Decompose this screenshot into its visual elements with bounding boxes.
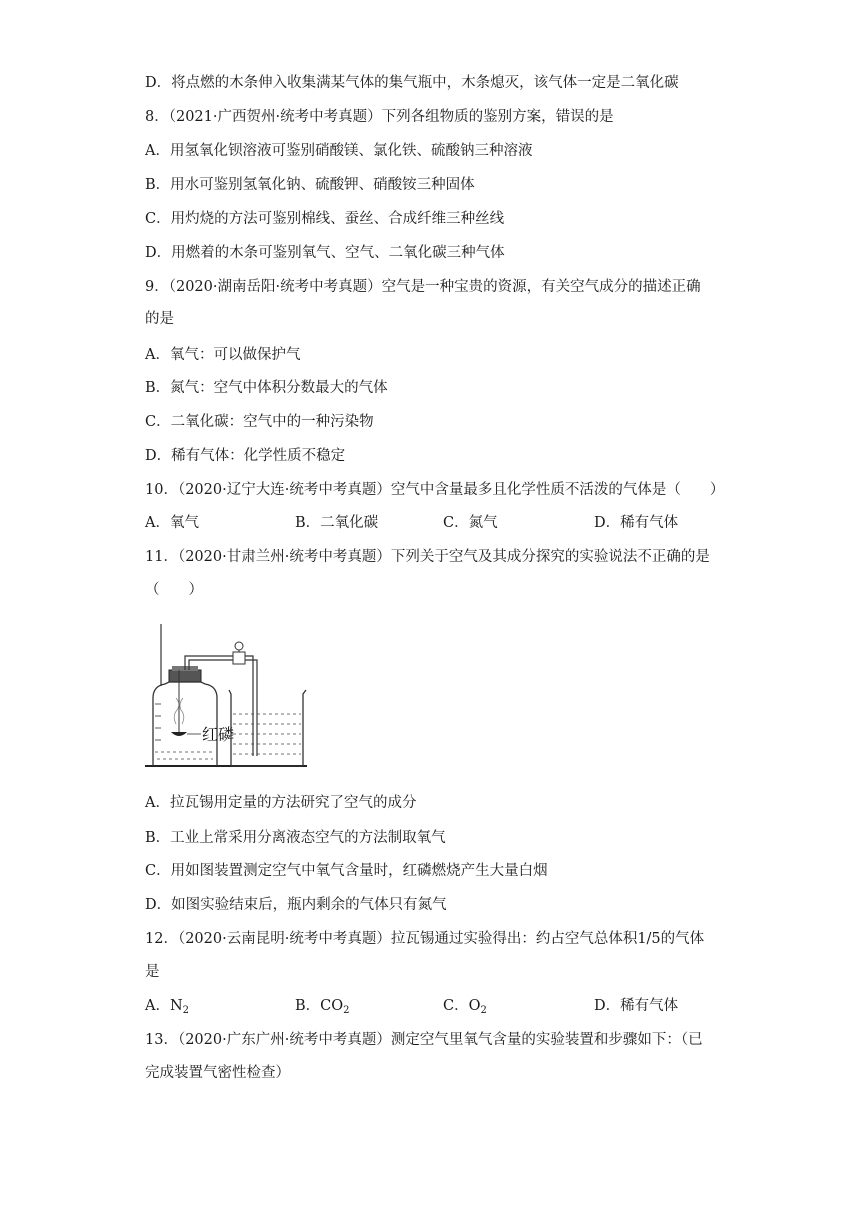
- red-phosphorus-label: 红磷: [202, 725, 235, 744]
- question-12-stem: 12．（2020·云南昆明·统考中考真题）拉瓦锡通过实验得出：约占空气总体积1/5的气体: [145, 931, 705, 947]
- question-8-stem: 8．（2021·广西贺州·统考中考真题）下列各组物质的鉴别方案，错误的是: [145, 109, 614, 125]
- q10-options: [145, 513, 745, 533]
- question-9-stem-cont: 的是: [145, 311, 174, 327]
- q11-option-a: A．拉瓦锡用定量的方法研究了空气的成分: [145, 795, 417, 811]
- q9-option-c: C．二氧化碳：空气中的一种污染物: [145, 414, 374, 430]
- question-11-stem-cont: （ ）: [145, 582, 203, 598]
- question-12-stem-cont: 是: [145, 964, 160, 980]
- question-9-stem: 9．（2020·湖南岳阳·统考中考真题）空气是一种宝贵的资源，有关空气成分的描述正确: [145, 279, 701, 295]
- q8-option-c: C．用灼烧的方法可鉴别棉线、蚕丝、合成纤维三种丝线: [145, 211, 505, 227]
- q12-option-b: B．$CO_2$: [295, 998, 350, 1016]
- q11-option-b: B．工业上常采用分离液态空气的方法制取氧气: [145, 830, 446, 846]
- q8-option-d: D．用燃着的木条可鉴别氧气、空气、二氧化碳三种气体: [145, 245, 505, 261]
- q12-option-c: C．$O_2$: [443, 998, 487, 1016]
- red-phosphorus-apparatus-figure: [143, 616, 313, 776]
- question-10-stem: 10．（2020·辽宁大连·统考中考真题）空气中含量最多且化学性质不活泼的气体是（ ）: [145, 482, 725, 498]
- question-13-stem-cont: 完成装置气密性检查）: [145, 1065, 290, 1081]
- q12-option-d: D．稀有气体: [594, 998, 679, 1014]
- q8-option-a: A．用氢氧化钡溶液可鉴别硝酸镁、氯化铁、硫酸钠三种溶液: [145, 143, 533, 159]
- q9-option-d: D．稀有气体：化学性质不稳定: [145, 448, 346, 464]
- q10-option-a: A．氧气: [145, 515, 199, 531]
- question-11-stem: 11．（2020·甘肃兰州·统考中考真题）下列关于空气及其成分探究的实验说法不正确的是: [145, 549, 710, 565]
- question-13-stem: 13．（2020·广东广州·统考中考真题）测定空气里氧气含量的实验装置和步骤如下：（已: [145, 1032, 703, 1048]
- q10-option-d: D．稀有气体: [594, 515, 679, 531]
- q9-option-a: A．氧气：可以做保护气: [145, 347, 301, 363]
- line-q7-option-d: D．将点燃的木条伸入收集满某气体的集气瓶中，木条熄灭，该气体一定是二氧化碳: [145, 75, 679, 91]
- q12-options: [145, 996, 745, 1018]
- q11-option-c: C．用如图装置测定空气中氧气含量时，红磷燃烧产生大量白烟: [145, 863, 548, 879]
- q9-option-b: B．氮气：空气中体积分数最大的气体: [145, 380, 388, 396]
- q12-option-a: A．$N_2$: [145, 998, 190, 1016]
- q11-option-d: D．如图实验结束后，瓶内剩余的气体只有氮气: [145, 897, 447, 913]
- q8-option-b: B．用水可鉴别氢氧化钠、硫酸钾、硝酸铵三种固体: [145, 177, 475, 193]
- q10-option-c: C．氮气: [443, 515, 498, 531]
- q10-option-b: B．二氧化碳: [295, 515, 379, 531]
